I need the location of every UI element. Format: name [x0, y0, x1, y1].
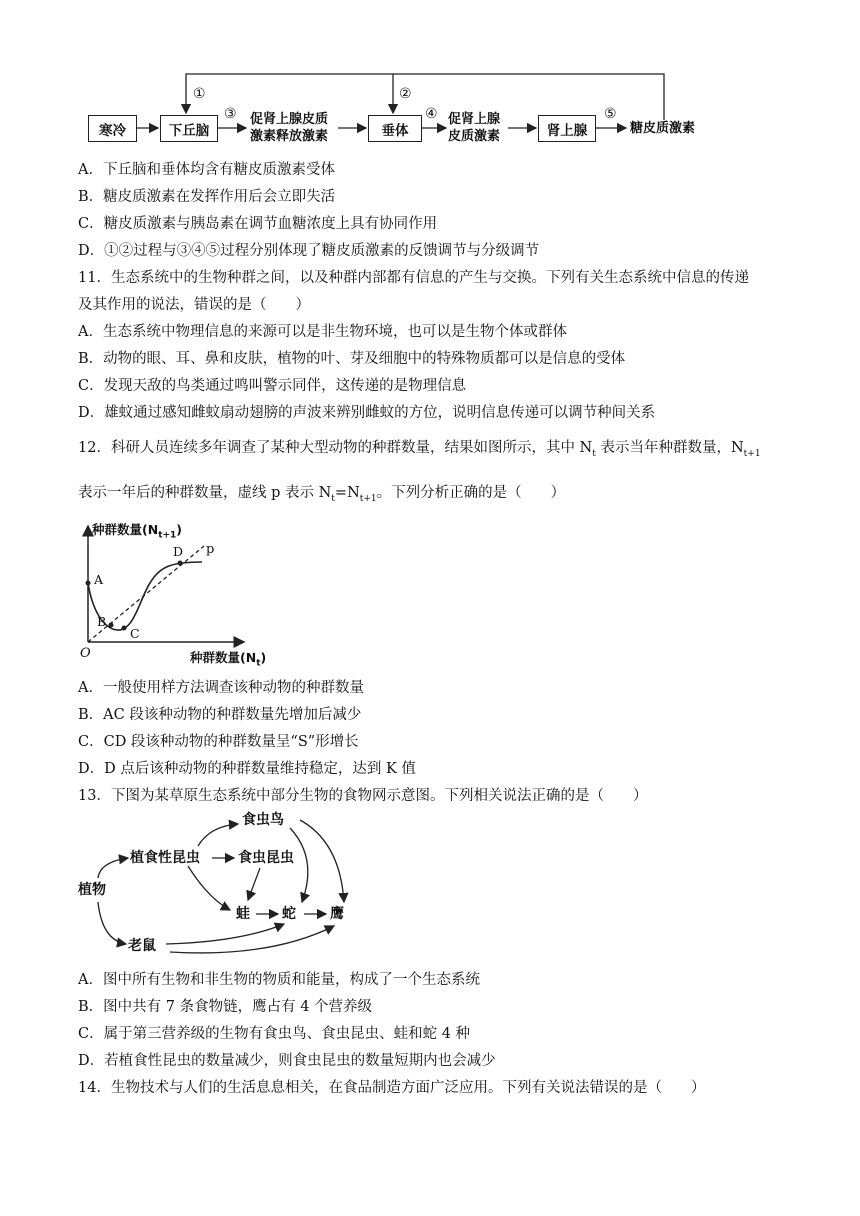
node-herb-insect: 植食性昆虫 — [130, 850, 200, 866]
graph-ylabel-sub: t+1 — [158, 530, 177, 541]
arrow-plant-mouse — [98, 902, 126, 944]
label-acth-line2: 皮质激素 — [448, 129, 501, 144]
graph-label-a: A — [94, 572, 104, 587]
box-adrenal: 肾上腺 — [538, 115, 596, 142]
q10-option-d: D．①②过程与③④⑤过程分别体现了糖皮质激素的反馈调节与分级调节 — [78, 243, 540, 259]
box-pituitary: 垂体 — [368, 115, 422, 142]
q13-option-c: C．属于第三营养级的生物有食虫鸟、食虫昆虫、蛙和蛇 4 种 — [78, 1026, 471, 1042]
q12-sub-t: t — [592, 448, 596, 459]
food-web-svg — [70, 806, 370, 966]
q12-stem-line2-part1: 表示一年后的种群数量，虚线 p 表示 N — [78, 485, 332, 501]
q12-stem-line2 — [78, 483, 565, 509]
node-mouse: 老鼠 — [128, 938, 156, 954]
label-acth — [448, 111, 500, 145]
node-insect-bird: 食虫鸟 — [242, 812, 284, 828]
graph-origin: O — [80, 646, 91, 661]
q11-stem-line2: 及其作用的说法，错误的是（ ） — [78, 297, 310, 313]
q12-option-b: B．AC 段该种动物的种群数量先增加后减少 — [78, 707, 362, 723]
q12-sub-t-2: t — [331, 493, 335, 504]
q12-stem-line2-part2: 。下列分析正确的是（ ） — [376, 485, 566, 501]
q13-stem: 13．下图为某草原生态系统中部分生物的食物网示意图。下列相关说法正确的是（ ） — [78, 788, 648, 804]
marker-1: ① — [193, 86, 206, 102]
graph-label-p: p — [206, 542, 215, 557]
node-frog: 蛙 — [236, 906, 250, 922]
arrow-insect-frog — [248, 868, 260, 900]
arrow-herb-bird — [198, 824, 238, 846]
point-d — [178, 561, 183, 566]
point-c — [122, 626, 127, 631]
node-snake: 蛇 — [282, 906, 296, 922]
q13-option-a: A．图中所有生物和非生物的物质和能量，构成了一个生态系统 — [78, 972, 480, 988]
q11-option-d: D．雄蚊通过感知雌蚊扇动翅膀的声波来辨别雌蚊的方位，说明信息传递可以调节种间关系 — [78, 405, 656, 421]
q12-option-a: A．一般使用样方法调查该种动物的种群数量 — [78, 680, 364, 696]
q12-option-d: D．D 点后该种动物的种群数量维持稳定，达到 K 值 — [78, 761, 416, 777]
node-eagle: 鹰 — [330, 906, 344, 922]
food-web — [70, 806, 370, 966]
arrow-mouse-eagle — [170, 926, 334, 953]
graph-xlabel-text: 种群数量(N — [190, 650, 257, 665]
q13-option-b: B．图中共有 7 条食物链，鹰占有 4 个营养级 — [78, 999, 373, 1015]
label-crh — [250, 111, 328, 145]
q11-option-a: A．生态系统中物理信息的来源可以是非生物环境，也可以是生物个体或群体 — [78, 324, 567, 340]
population-graph — [72, 518, 292, 668]
q12-option-c: C．CD 段该种动物的种群数量呈“S”形增长 — [78, 734, 359, 750]
q12-stem-part1: 12．科研人员连续多年调查了某种大型动物的种群数量，结果如图所示，其中 N — [78, 440, 593, 456]
q11-option-b: B．动物的眼、耳、鼻和皮肤，植物的叶、芽及细胞中的特殊物质都可以是信息的受体 — [78, 351, 626, 367]
graph-label-c: C — [130, 626, 140, 641]
q10-option-b: B．糖皮质激素在发挥作用后会立即失活 — [78, 189, 336, 205]
graph-ylabel-text: 种群数量(N — [92, 522, 159, 537]
q13-option-d: D．若植食性昆虫的数量减少，则食虫昆虫的数量短期内也会减少 — [78, 1053, 496, 1069]
q11-option-c: C．发现天敌的鸟类通过鸣叫警示同伴，这传递的是物理信息 — [78, 378, 467, 394]
label-crh-line1: 促肾上腺皮质 — [250, 112, 329, 127]
graph-xlabel-sub: t — [256, 658, 261, 669]
q12-sub-t1-2: t+1 — [359, 493, 377, 504]
point-b — [109, 623, 114, 628]
q11-stem-line1: 11．生态系统中的生物种群之间，以及种群内部都有信息的产生与交换。下列有关生态系统中信息的传递 — [78, 270, 749, 286]
graph-label-d: D — [173, 544, 184, 559]
arrow-mouse-snake — [166, 924, 284, 944]
marker-2: ② — [399, 86, 412, 102]
label-cortisol: 糖皮质激素 — [630, 121, 696, 136]
population-graph-svg — [72, 518, 292, 668]
node-plant: 植物 — [78, 882, 106, 898]
label-acth-line1: 促肾上腺 — [448, 112, 501, 127]
q12-sub-t1: t+1 — [743, 448, 761, 459]
q10-option-a: A．下丘脑和垂体均含有糖皮质激素受体 — [78, 162, 335, 178]
node-insect-insect: 食虫昆虫 — [238, 850, 294, 866]
marker-5: ⑤ — [604, 106, 617, 122]
graph-label-b: B — [97, 614, 107, 629]
marker-3: ③ — [224, 106, 237, 122]
box-hypothalamus: 下丘脑 — [160, 115, 218, 142]
q14-stem: 14．生物技术与人们的生活息息相关，在食品制造方面广泛应用。下列有关说法错误的是（ ） — [78, 1080, 706, 1096]
arrow-herb-frog — [188, 866, 230, 910]
graph-ylabel: 种群数量$(N_{t+1})$ — [92, 522, 183, 541]
q12-stem-part2: 表示当年种群数量，N — [595, 440, 744, 456]
q12-stem-eq: =N — [334, 485, 360, 501]
point-a — [86, 581, 91, 586]
q10-option-c: C．糖皮质激素与胰岛素在调节血糖浓度上具有协同作用 — [78, 216, 438, 232]
label-crh-line2: 激素释放激素 — [250, 129, 329, 144]
marker-4: ④ — [425, 106, 438, 122]
q12-stem-line1 — [78, 438, 761, 464]
box-cold: 寒冷 — [88, 115, 137, 142]
arrow-plant-herb — [98, 858, 128, 878]
graph-xlabel: 种群数量$(N_t)$ — [190, 650, 267, 669]
